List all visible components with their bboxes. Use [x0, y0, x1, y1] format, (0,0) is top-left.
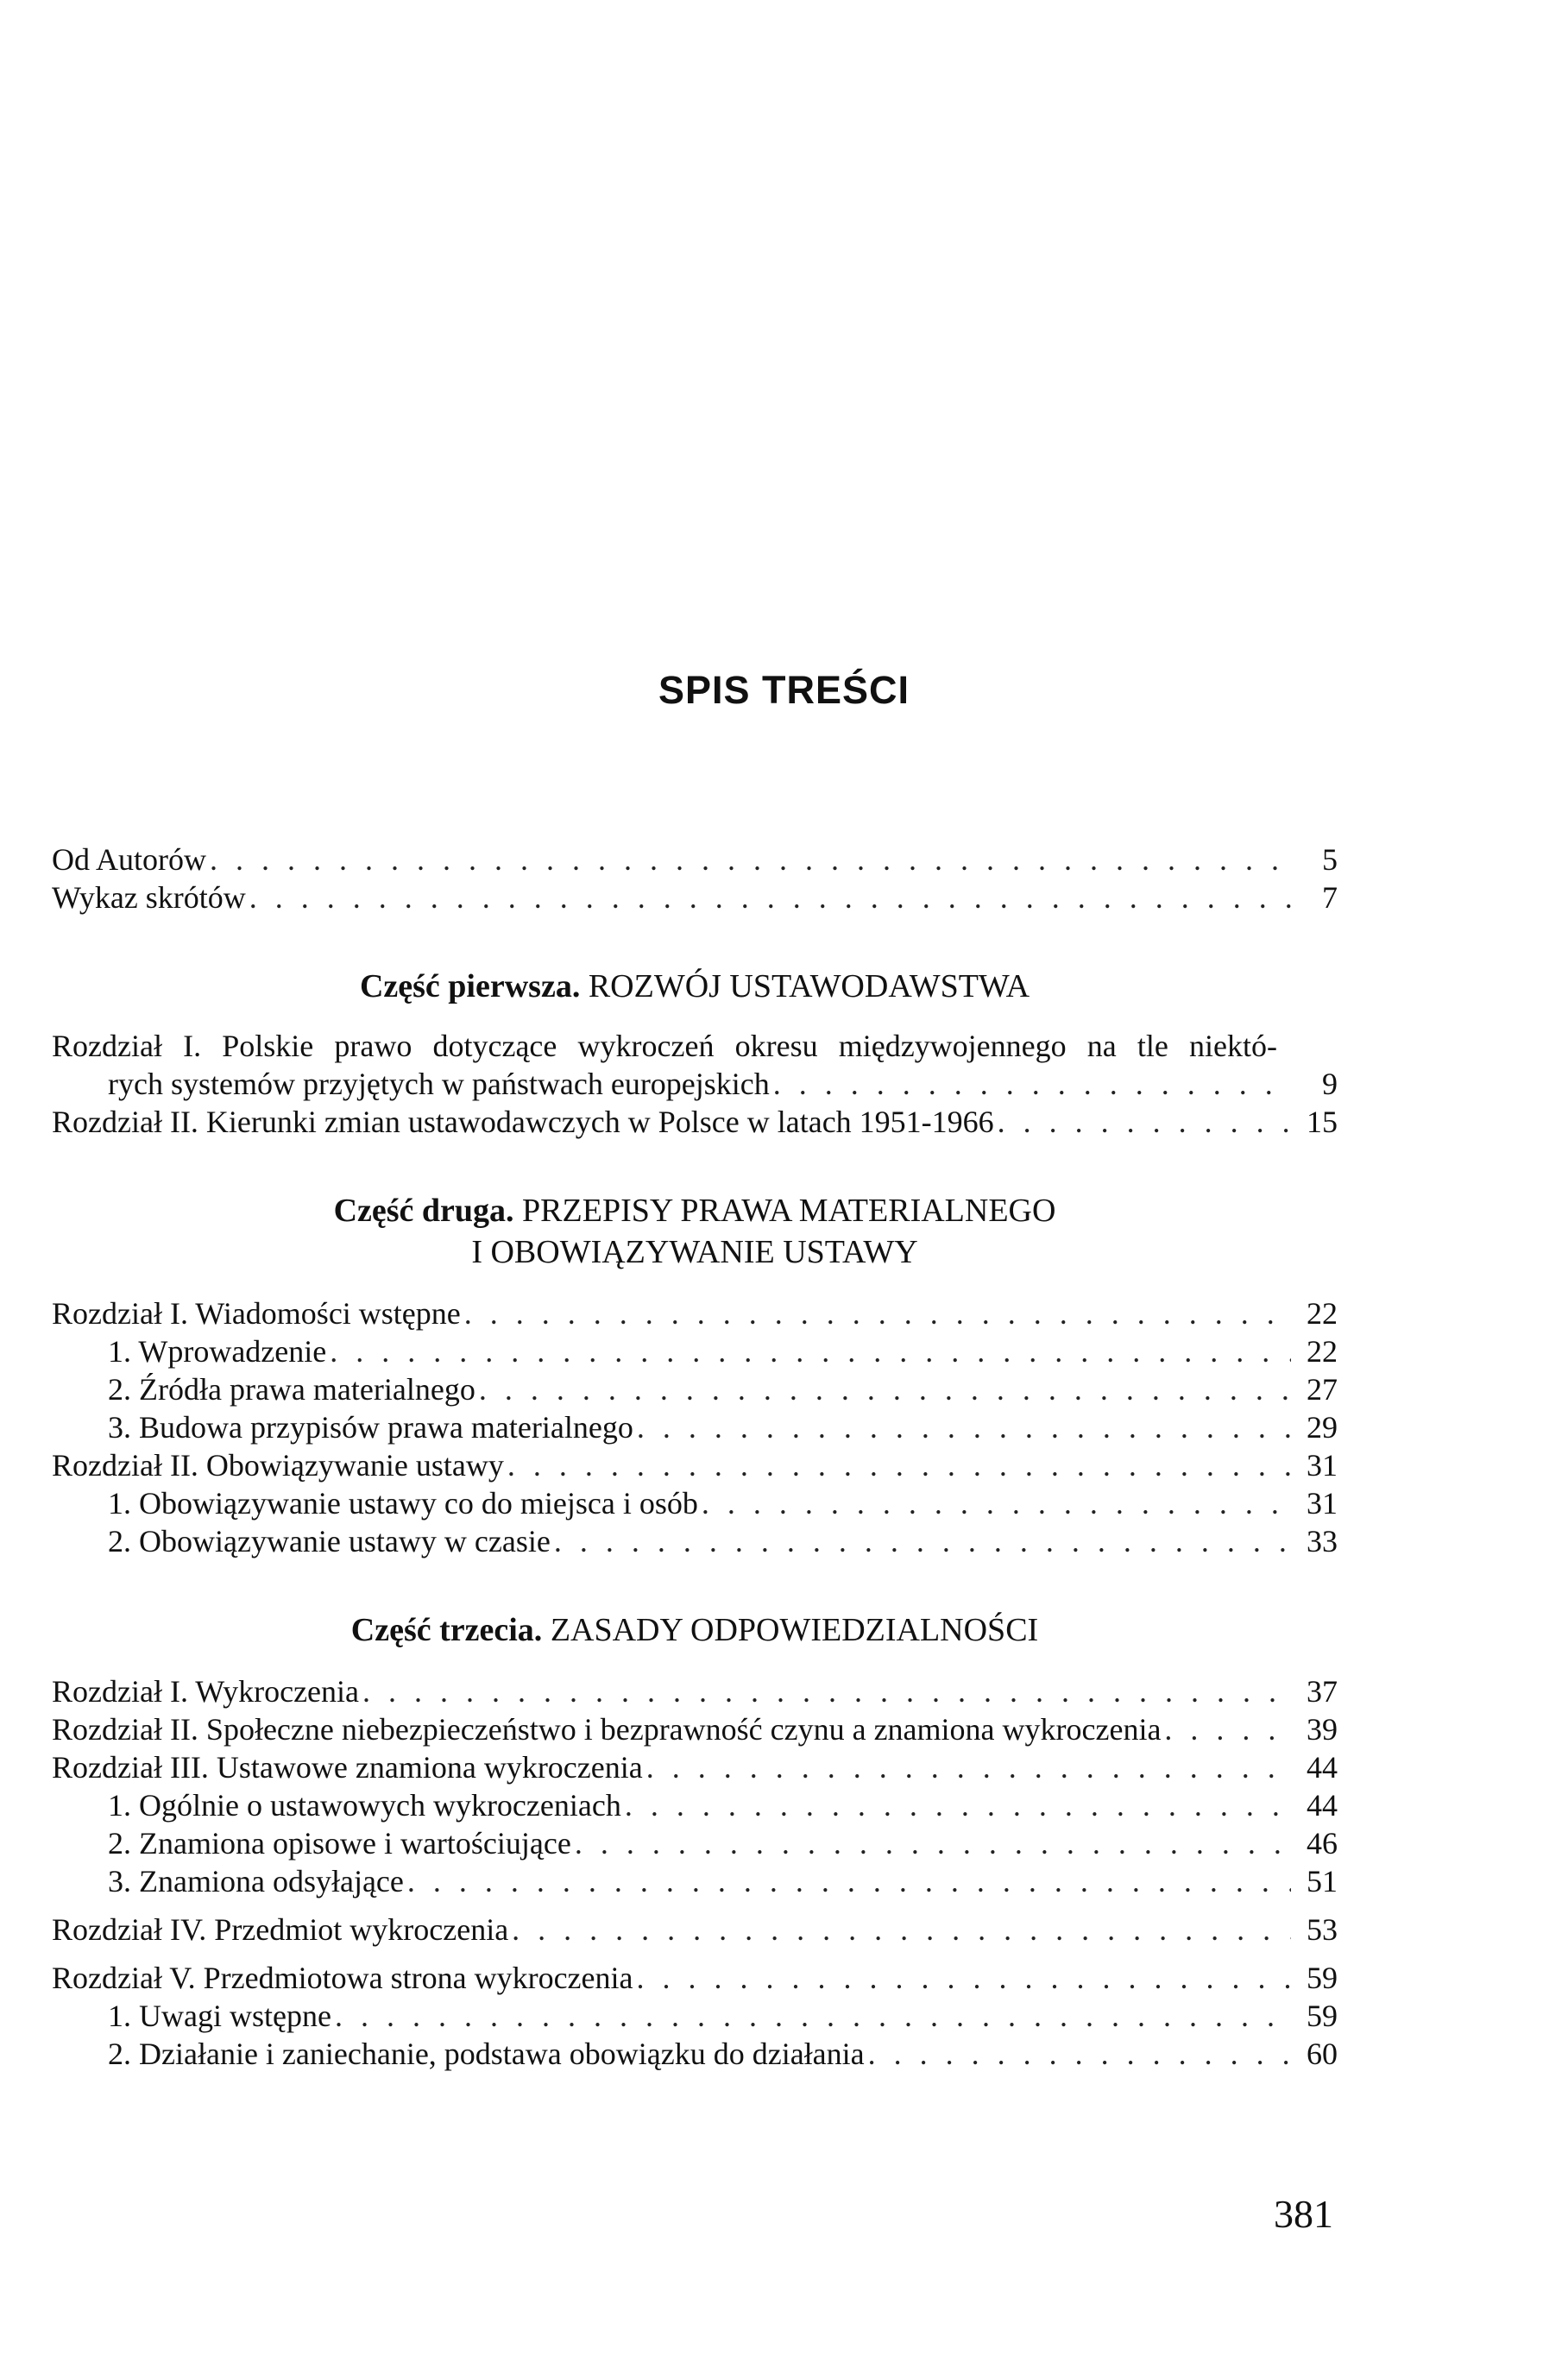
toc-entry-label: Wykaz skrótów	[52, 880, 246, 915]
table-of-contents	[52, 841, 1338, 2074]
toc-entry-page: 37	[1307, 1674, 1338, 1709]
dot-leader	[362, 1673, 1291, 1709]
toc-entry[interactable]	[52, 1787, 1338, 1825]
toc-entry-page: 9	[1322, 1067, 1338, 1101]
toc-entry[interactable]	[52, 1998, 1338, 2036]
dot-leader	[407, 1863, 1291, 1899]
toc-entry-label: Rozdział IV. Przedmiot wykroczenia	[52, 1912, 509, 1947]
toc-entry-page: 51	[1307, 1864, 1338, 1898]
dot-leader	[210, 841, 1291, 878]
toc-entry-page: 22	[1307, 1296, 1338, 1331]
toc-entry[interactable]	[52, 1523, 1338, 1561]
toc-entry-page: 27	[1307, 1372, 1338, 1407]
toc-entry-label: Od Autorów	[52, 842, 206, 877]
part-heading	[52, 1190, 1338, 1273]
part-lead: Część trzecia.	[350, 1612, 543, 1648]
toc-entry-label: 2. Obowiązywanie ustawy w czasie	[108, 1524, 551, 1558]
dot-leader	[479, 1371, 1291, 1407]
toc-entry-page: 44	[1307, 1750, 1338, 1785]
dot-leader	[637, 1960, 1292, 1996]
toc-entry[interactable]	[52, 841, 1338, 879]
part-title: ZASADY ODPOWIEDZIALNOŚCI	[550, 1612, 1039, 1648]
dot-leader	[575, 1825, 1291, 1861]
dot-leader	[702, 1485, 1291, 1521]
toc-entry-page: 31	[1307, 1448, 1338, 1483]
dot-leader	[1164, 1711, 1291, 1747]
toc-entry-label: 1. Ogólnie o ustawowych wykroczeniach	[108, 1788, 621, 1823]
toc-entry-label: 3. Znamiona odsyłające	[108, 1864, 404, 1898]
dot-leader	[249, 879, 1291, 916]
dot-leader	[554, 1523, 1291, 1559]
toc-entry-label: Rozdział V. Przedmiotowa strona wykroczenia	[52, 1961, 633, 1995]
toc-entry[interactable]	[52, 1960, 1338, 1998]
dot-leader	[507, 1447, 1291, 1483]
toc-entry-label: Rozdział I. Wiadomości wstępne	[52, 1296, 461, 1331]
toc-entry-label: Rozdział II. Obowiązywanie ustawy	[52, 1448, 504, 1483]
toc-entry[interactable]	[52, 1749, 1338, 1787]
toc-entry-label: 2. Źródła prawa materialnego	[108, 1372, 475, 1407]
dot-leader	[637, 1409, 1291, 1445]
toc-entry[interactable]	[52, 1104, 1338, 1142]
toc-entry-page: 29	[1307, 1410, 1338, 1445]
toc-entry-label: 2. Działanie i zaniechanie, podstawa obowiązku do działania	[108, 2037, 865, 2071]
part-title: PRZEPISY PRAWA MATERIALNEGO	[522, 1193, 1056, 1229]
toc-entry[interactable]	[52, 1485, 1338, 1523]
toc-entry-label: 1. Wprowadzenie	[108, 1334, 327, 1369]
toc-entry[interactable]	[52, 1295, 1338, 1333]
toc-entry[interactable]	[52, 1673, 1338, 1711]
toc-entry-page: 60	[1307, 2037, 1338, 2071]
page-number: 381	[1274, 2192, 1333, 2236]
toc-entry-page: 59	[1307, 1999, 1338, 2033]
toc-entry-page: 59	[1307, 1961, 1338, 1995]
toc-entry-label: Rozdział III. Ustawowe znamiona wykroczenia	[52, 1750, 643, 1785]
dot-leader	[868, 2036, 1291, 2072]
part-title: ROZWÓJ USTAWODAWSTWA	[588, 968, 1030, 1004]
page-title: SPIS TREŚCI	[658, 668, 910, 712]
toc-entry[interactable]	[52, 1026, 1338, 1104]
dot-leader	[330, 1333, 1291, 1369]
part-title: I OBOWIĄZYWANIE USTAWY	[471, 1234, 918, 1270]
toc-entry-label: 1. Obowiązywanie ustawy co do miejsca i osób	[108, 1486, 698, 1521]
toc-entry-label: rych systemów przyjętych w państwach europejskich	[108, 1067, 770, 1101]
toc-entry-label: 2. Znamiona opisowe i wartościujące	[108, 1826, 571, 1861]
toc-entry-page: 15	[1307, 1105, 1338, 1139]
toc-entry-label: 3. Budowa przypisów prawa materialnego	[108, 1410, 633, 1445]
toc-entry[interactable]	[52, 879, 1338, 917]
part-heading	[52, 966, 1338, 1007]
toc-entry-page: 5	[1322, 842, 1338, 877]
toc-entry-page: 22	[1307, 1334, 1338, 1369]
part-heading	[52, 1609, 1338, 1651]
toc-entry[interactable]	[52, 1409, 1338, 1447]
toc-entry-label: 1. Uwagi wstępne	[108, 1999, 331, 2033]
toc-entry-page: 46	[1307, 1826, 1338, 1861]
toc-entry-page: 44	[1307, 1788, 1338, 1823]
toc-entry[interactable]	[52, 1863, 1338, 1901]
toc-entry[interactable]	[52, 2036, 1338, 2074]
toc-entry-label: Rozdział II. Społeczne niebezpieczeństwo i bezprawność czynu a znamiona wykroczenia	[52, 1712, 1162, 1747]
toc-entry-page: 31	[1307, 1486, 1338, 1521]
toc-entry-label: Rozdział I. Wykroczenia	[52, 1674, 360, 1709]
dot-leader	[512, 1911, 1291, 1948]
toc-entry[interactable]	[52, 1825, 1338, 1863]
part-lead: Część druga.	[333, 1193, 514, 1229]
toc-entry-page: 39	[1307, 1712, 1338, 1747]
toc-entry-page: 53	[1307, 1912, 1338, 1947]
toc-entry-label-line: Rozdział I. Polskie prawo dotyczące wykroczeń okresu międzywojennego na tle niektó-	[52, 1029, 1277, 1063]
toc-entry[interactable]	[52, 1333, 1338, 1371]
dot-leader	[335, 1998, 1291, 2034]
dot-leader	[464, 1295, 1291, 1332]
toc-entry-page: 7	[1322, 880, 1338, 915]
part-lead: Część pierwsza.	[359, 968, 581, 1004]
toc-entry-page: 33	[1307, 1524, 1338, 1558]
toc-entry-label: Rozdział II. Kierunki zmian ustawodawczych w Polsce w latach 1951-1966	[52, 1105, 994, 1139]
toc-entry[interactable]	[52, 1447, 1338, 1485]
dot-leader	[773, 1066, 1291, 1102]
dot-leader	[625, 1787, 1291, 1823]
toc-entry[interactable]	[52, 1371, 1338, 1409]
toc-entry[interactable]	[52, 1911, 1338, 1949]
dot-leader	[998, 1104, 1291, 1140]
toc-entry[interactable]	[52, 1711, 1338, 1749]
dot-leader	[646, 1749, 1291, 1785]
